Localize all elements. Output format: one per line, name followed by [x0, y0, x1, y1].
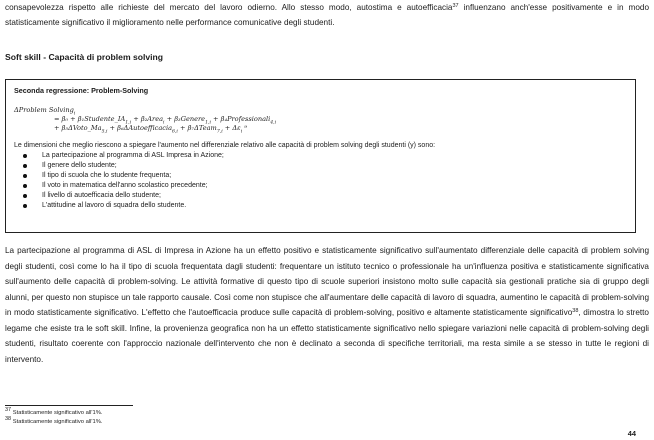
footnote-38: $^{38}$ Statisticamente significativo all'1%. — [5, 416, 103, 425]
regression-box — [5, 79, 636, 233]
footnote-divider — [5, 405, 133, 406]
intro-paragraph: consapevolezza rispetto alle richieste del mercato del lavoro odierno. Allo stesso modo, autostima e autoefficacia$^{37}$ influenzano anch'esse positivamente e in modo statisticamente significativo il miglioramento nelle performance comunicative degli studenti. — [5, 3, 649, 28]
footnote-37: $^{37}$ Statisticamente significativo all'1%. — [5, 407, 103, 416]
dimensions-intro: Le dimensioni che meglio riescono a spiegare l'aumento nel differenziale relativo alle capacità di problem solving degli studenti (y) sono: — [14, 141, 436, 149]
list-item: Il genere dello studente; — [14, 161, 627, 171]
list-item: L'attitudine al lavoro di squadra dello studente. — [14, 201, 627, 211]
regression-formula: ΔProblem Solving$_i$ = $\beta_0 + \beta_1Studente\_IA_{1,i}$ + β₂Area$_i$ + β₃Genere$_{1,i}$ + β₄Professionali$_{4,i}$ + $\beta_5\Delta Voto\_Ma_{5,i}$ + β₆ΔAutoefficacia$_{6,i}$ + β₇ΔTeam$_{7,i}$ + $\Delta\varepsilon_i$ ⁹ — [14, 106, 277, 135]
dimensions-list — [14, 151, 627, 212]
footnote-ref-38[interactable]: 38 — [572, 308, 579, 314]
regression-box-title: Seconda regressione: Problem-Solving — [14, 86, 149, 95]
list-item: La partecipazione al programma di ASL Impresa in Azione; — [14, 151, 627, 161]
body-paragraph: La partecipazione al programma di ASL di Impresa in Azione ha un effetto positivo e statisticamente significativo sull'aumentato differenziale delle capacità di problem solving degli studenti, così come lo ha il tipo di scuola frequentata dagli studenti: frequentare un istituto tecnico o professionale ha un'influenza positiva e statisticamente significativa sull'aumento delle capacità di problem-solving. Le attività formative di questo tipo di scuole superiori insistono molto sulle capacità sia gestionali pratiche sia di gruppo degli alunni, per questo non stupisce un tale rapporto causale. Così come non stupisce che all'aumentare delle capacità di lavoro di squadra, aumentino le capacità di problem-solving in modo statisticamente significativo. L'effetto che l'autoefficacia produce sulle capacità di problem-solving, positivo e altamente statisticamente significativo$^{38}$, dimostra lo stretto legame che esiste tra le soft skill. Infine, la provenienza geografica non ha un effetto statisticamente significativo nello spiegare variazioni nelle capacità di problem-solving degli studenti, risultato coerente con l'approccio nazionale dell'intervento che non è declinato a seconda di specifiche territoriali, ma resta simile a se stesso in tutte le regioni di intervento. — [5, 246, 649, 364]
list-item: Il tipo di scuola che lo studente frequenta; — [14, 171, 627, 181]
section-heading: Soft skill - Capacità di problem solving — [5, 52, 164, 62]
footnote-ref-37[interactable]: 37 — [452, 3, 459, 9]
list-item: Il voto in matematica dell'anno scolastico precedente; — [14, 181, 627, 191]
page-number: 44 — [627, 429, 636, 438]
list-item: Il livello di autoefficacia dello studente; — [14, 191, 627, 201]
